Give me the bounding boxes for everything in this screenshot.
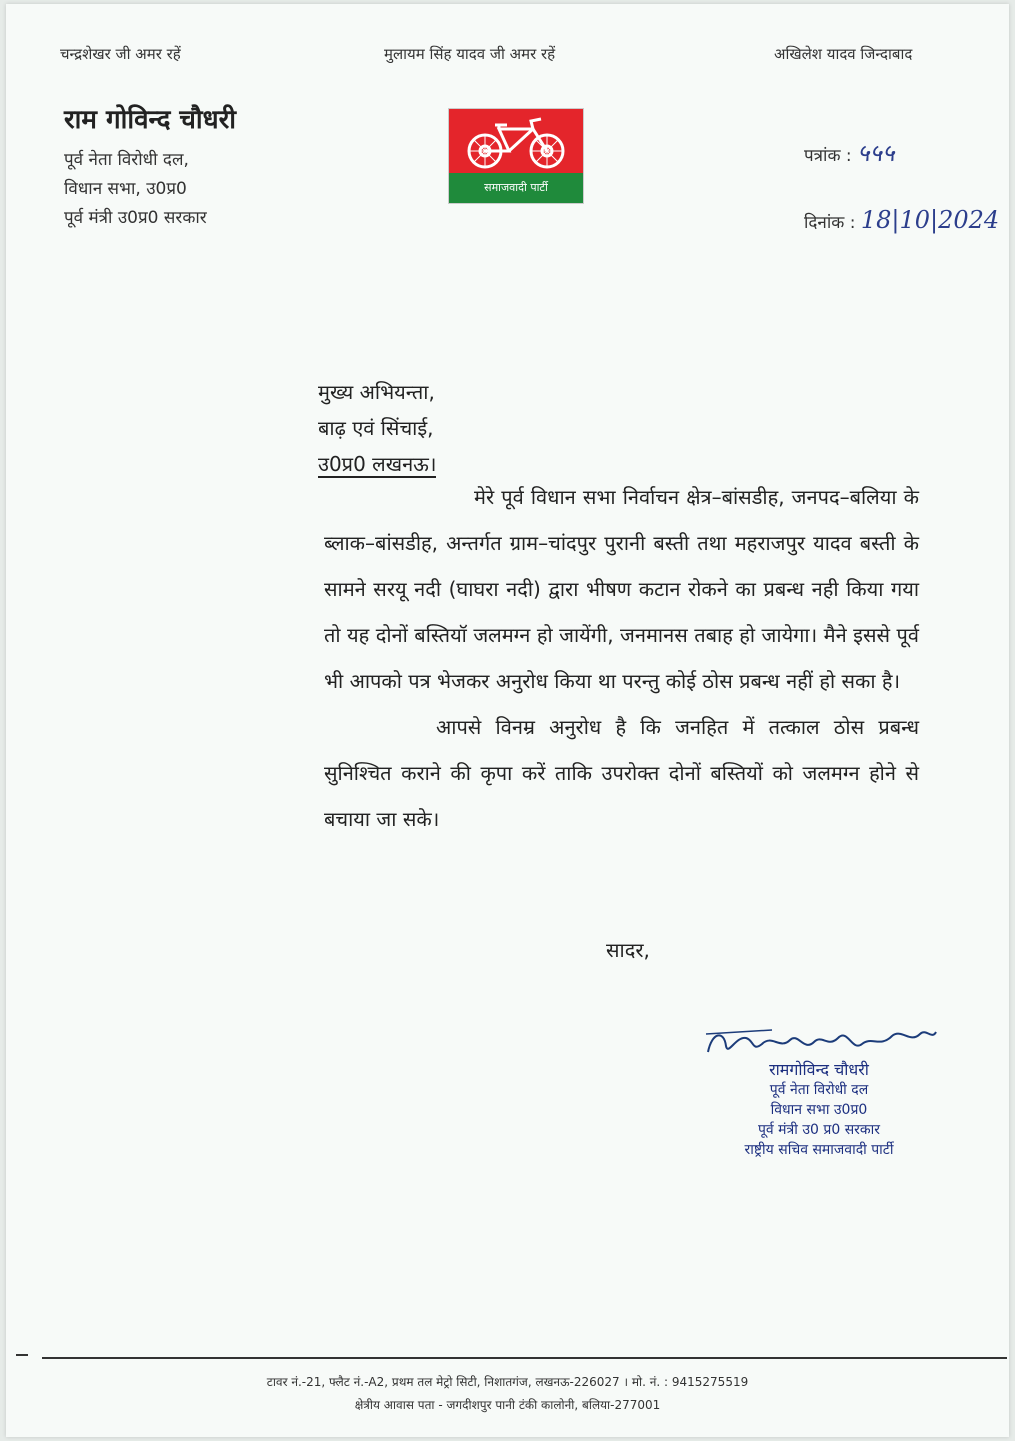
- party-logo: [448, 108, 584, 204]
- sender-title-3: पूर्व मंत्री उ0प्र0 सरकार: [64, 208, 207, 228]
- slogan-right: अखिलेश यादव जिन्दाबाद: [774, 45, 913, 63]
- footer-divider: [42, 1357, 1007, 1359]
- stamp-line-3: पूर्व मंत्री उ0 प्र0 सरकार: [757, 1122, 880, 1138]
- letter-page: [6, 4, 1009, 1437]
- sender-title-1: पूर्व नेता विरोधी दल,: [64, 150, 189, 170]
- stamp-line-2: विधान सभा उ0प्र0: [770, 1102, 868, 1118]
- letter-number-value: ५५५: [857, 139, 895, 167]
- letter-number-label: पत्रांक :: [804, 146, 852, 166]
- letter-body: [324, 474, 919, 842]
- body-paragraph-2: आपसे विनम्र अनुरोध है कि जनहित में तत्काल ठोस प्रबन्ध सुनिश्चित कराने की कृपा करें ताकि उपरोक्त दोनों बस्तियों को जलमग्न होने से बचाया जा सके।: [324, 715, 919, 831]
- footer-address: टावर नं.-21, फ्लैट नं.-A2, प्रथम तल मेट्रो सिटी, निशातगंज, लखनऊ-226027 । मो. नं. : 9415275519: [266, 1375, 749, 1389]
- closing: सादर,: [606, 938, 650, 962]
- stamp-name: रामगोविन्द चौधरी: [769, 1060, 869, 1079]
- letter-date-value: 18|10|2024: [860, 206, 1000, 234]
- letter-date-label: दिनांक :: [804, 213, 856, 233]
- bicycle-icon: [459, 113, 573, 171]
- footer-regional-address: क्षेत्रीय आवास पता - जगदीशपुर पानी टंकी कालोनी, बलिया-277001: [354, 1398, 661, 1412]
- sender-name: राम गोविन्द चौधरी: [64, 105, 237, 135]
- letter-date: [804, 206, 999, 234]
- letter-number: [804, 136, 895, 169]
- official-stamp: [706, 1060, 932, 1160]
- fold-mark: [16, 1354, 28, 1356]
- stamp-line-1: पूर्व नेता विरोधी दल: [769, 1082, 869, 1098]
- logo-label: समाजवादी पार्टी: [449, 173, 583, 203]
- addressee-line-2: बाढ़ एवं सिंचाई,: [318, 416, 434, 440]
- sender-title-2: विधान सभा, उ0प्र0: [64, 179, 187, 199]
- addressee-line-1: मुख्य अभियन्ता,: [318, 380, 435, 404]
- slogan-center: मुलायम सिंह यादव जी अमर रहें: [384, 45, 556, 63]
- addressee-line-3: उ0प्र0 लखनऊ।: [318, 452, 437, 476]
- stamp-line-4: राष्ट्रीय सचिव समाजवादी पार्टी: [744, 1142, 894, 1158]
- slogan-left: चन्द्रशेखर जी अमर रहें: [60, 45, 181, 63]
- addressee-block: [318, 374, 436, 482]
- sender-block: [64, 100, 236, 233]
- body-paragraph-1: मेरे पूर्व विधान सभा निर्वाचन क्षेत्र–बांसडीह, जनपद–बलिया के ब्लाक–बांसडीह, अन्तर्गत ग्राम–चांदपुर पुरानी बस्ती तथा महराजपुर यादव बस्ती के सामने सरयू नदी (घाघरा नदी) द्वारा भीषण कटान रोकने का प्रबन्ध नही किया गया तो यह दोनों बस्तियॉ जलमग्न हो जायेंगी, जनमानस तबाह हो जायेगा। मैने इससे पूर्व भी आपको पत्र भेजकर अनुरोध किया था परन्तु कोई ठोस प्रबन्ध नहीं हो सका है।: [324, 485, 919, 693]
